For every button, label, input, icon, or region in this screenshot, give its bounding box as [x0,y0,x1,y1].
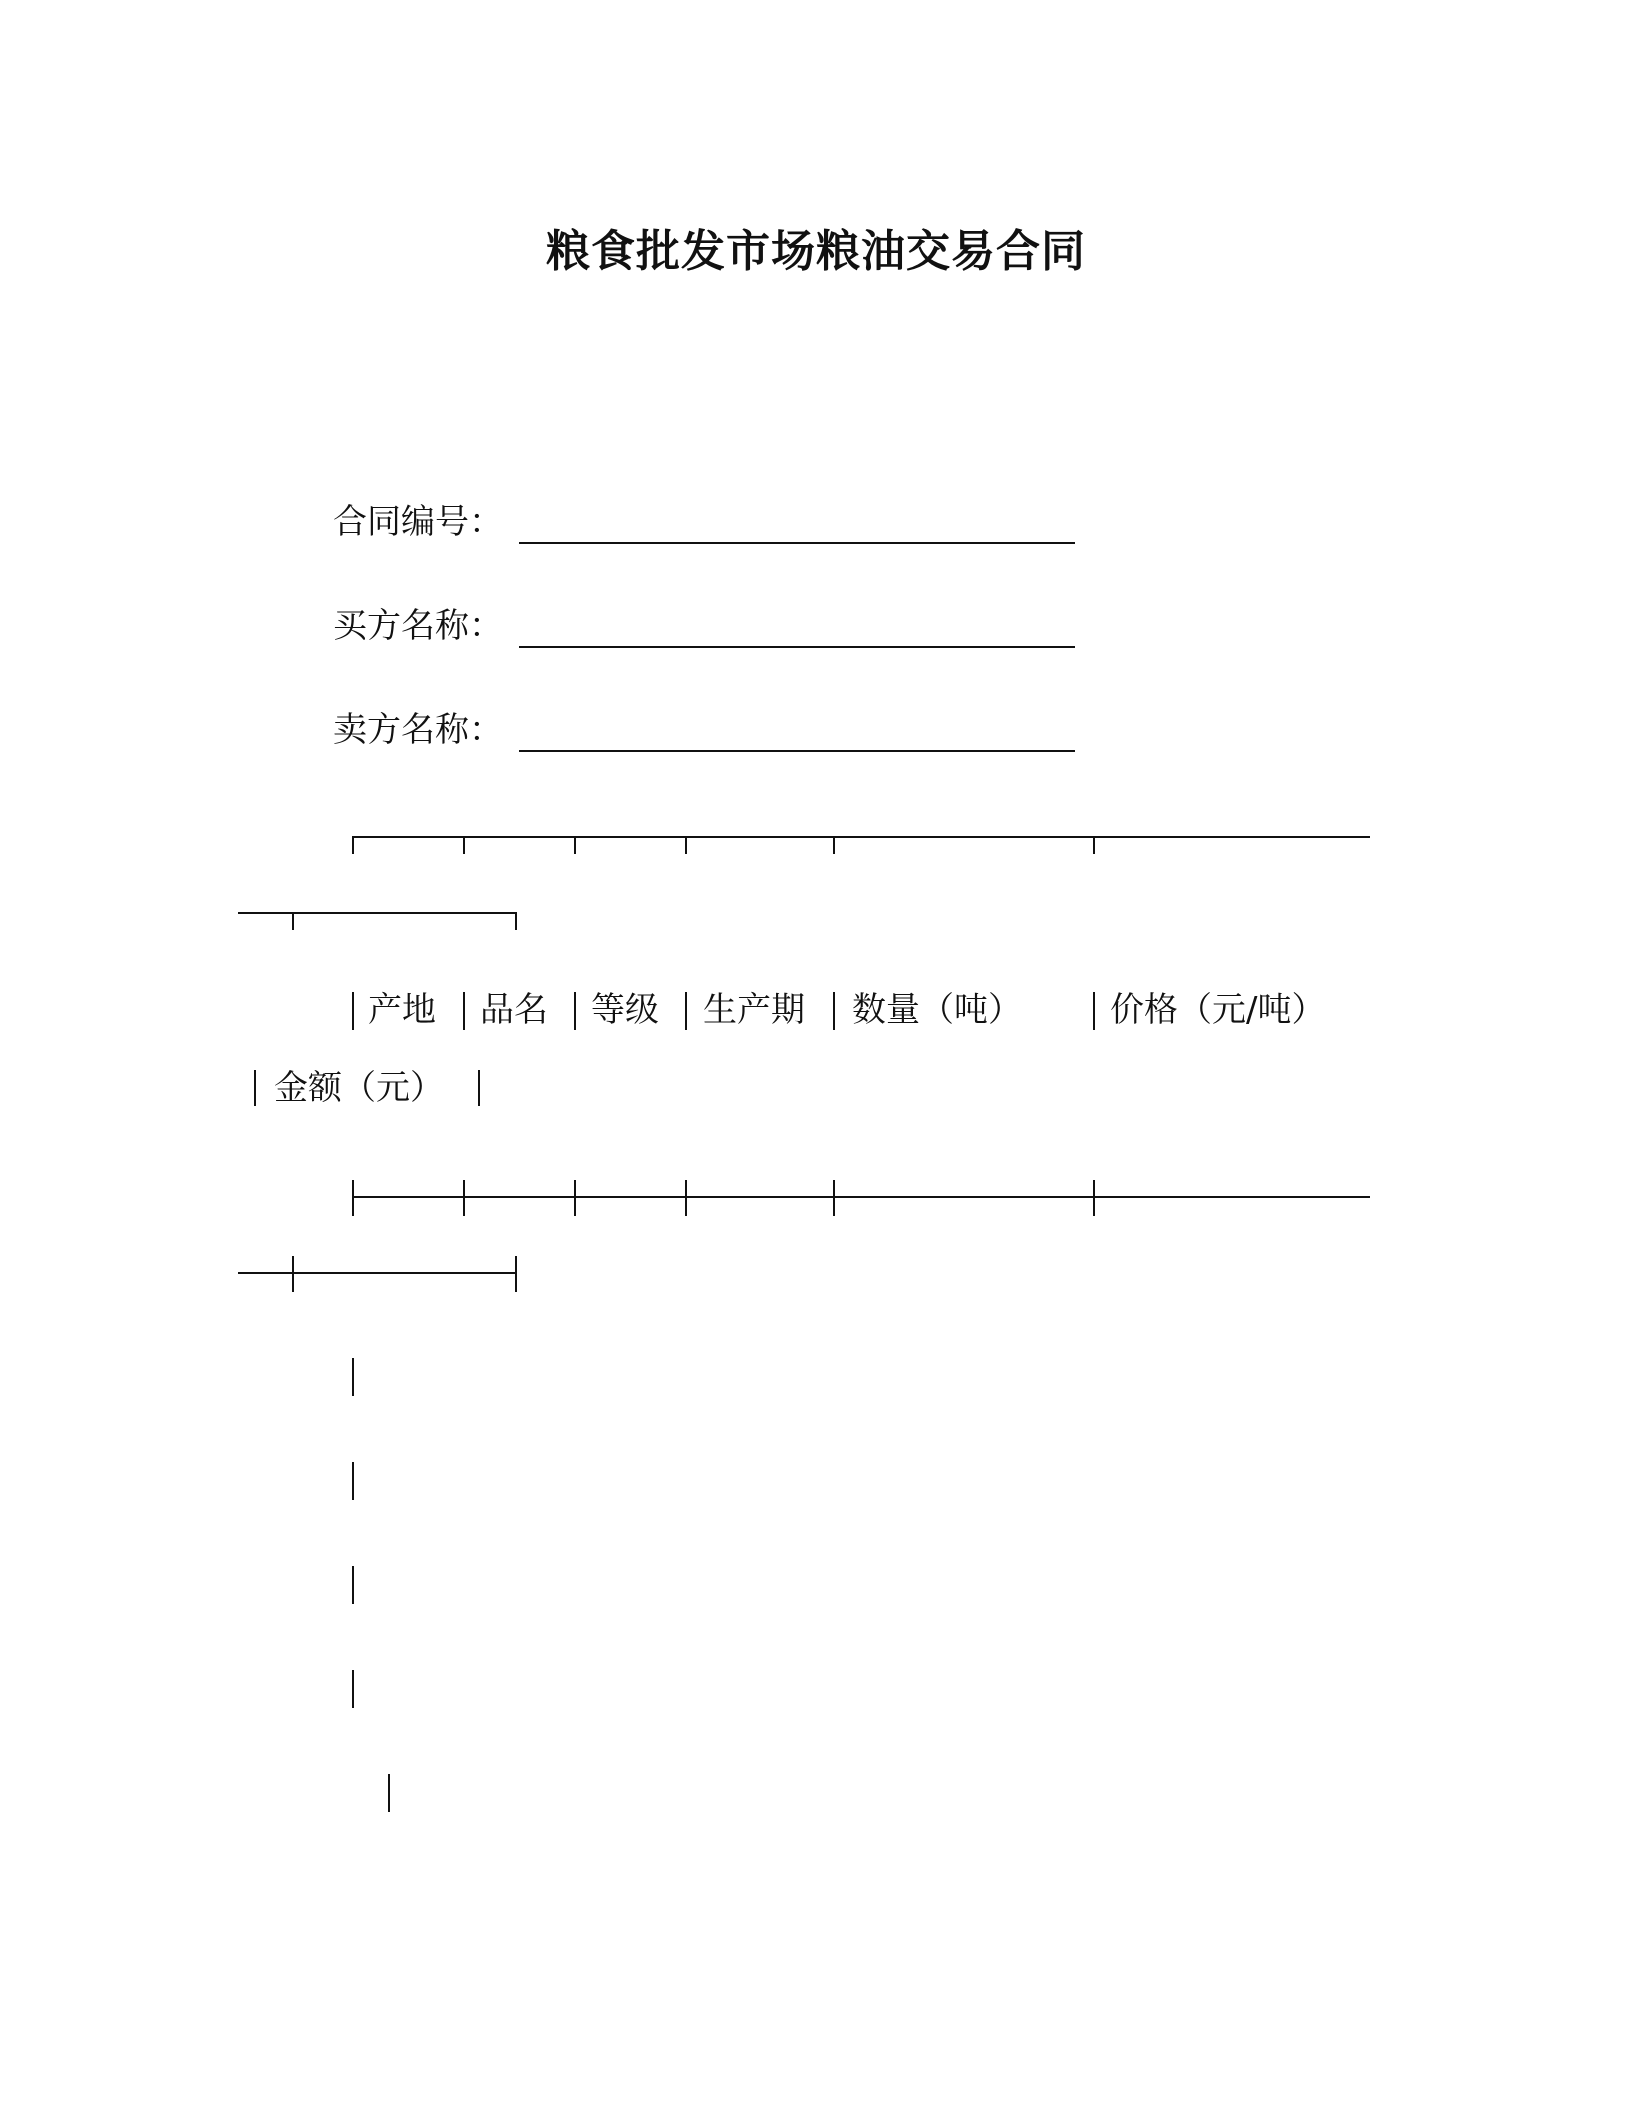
column-divider [352,992,354,1030]
table-mid-tick [685,1180,687,1216]
header-price: 价格（元/吨） [1110,990,1326,1030]
buyer-name-label: 买方名称： [333,606,503,646]
document-title: 粮食批发市场粮油交易合同 [546,226,1086,277]
buyer-name-blank[interactable] [519,646,1075,648]
column-divider [574,992,576,1030]
table-top-tick [685,836,687,854]
column-divider [463,992,465,1030]
seller-name-blank[interactable] [519,750,1075,752]
table-mid-tick [574,1180,576,1216]
column-divider [833,992,835,1030]
table-top-tick [352,836,354,854]
table-row-divider [352,1462,354,1500]
table-row-divider [352,1670,354,1708]
table-top-tick [833,836,835,854]
seller-name-label: 卖方名称： [333,710,503,750]
table-top-tick [574,836,576,854]
table-mid-tick [833,1180,835,1216]
header-origin: 产地 [368,990,436,1030]
table-mid-tick [352,1180,354,1216]
header-grade: 等级 [591,990,659,1030]
table-mid-tick [515,1256,517,1292]
table-top-line [352,836,1370,838]
header-amount: 金额（元） [274,1068,444,1108]
table-mid-tick [1093,1180,1095,1216]
table-top-line-wrap [238,912,516,914]
table-mid-line [352,1196,1370,1198]
table-top-tick [1093,836,1095,854]
table-top-tick [463,836,465,854]
header-product-name: 品名 [480,990,548,1030]
header-production-date: 生产期 [703,990,805,1030]
table-top-tick [515,912,517,930]
table-top-tick [292,912,294,930]
column-divider [1093,992,1095,1030]
column-divider [685,992,687,1030]
table-mid-line-wrap [238,1272,516,1274]
table-row-divider [388,1774,390,1812]
table-mid-tick [292,1256,294,1292]
contract-number-label: 合同编号： [333,502,503,542]
header-quantity: 数量（吨） [852,990,1022,1030]
column-divider [478,1070,480,1106]
table-row-divider [352,1358,354,1396]
contract-number-blank[interactable] [519,542,1075,544]
column-divider [254,1070,256,1106]
table-row-divider [352,1566,354,1604]
table-mid-tick [463,1180,465,1216]
